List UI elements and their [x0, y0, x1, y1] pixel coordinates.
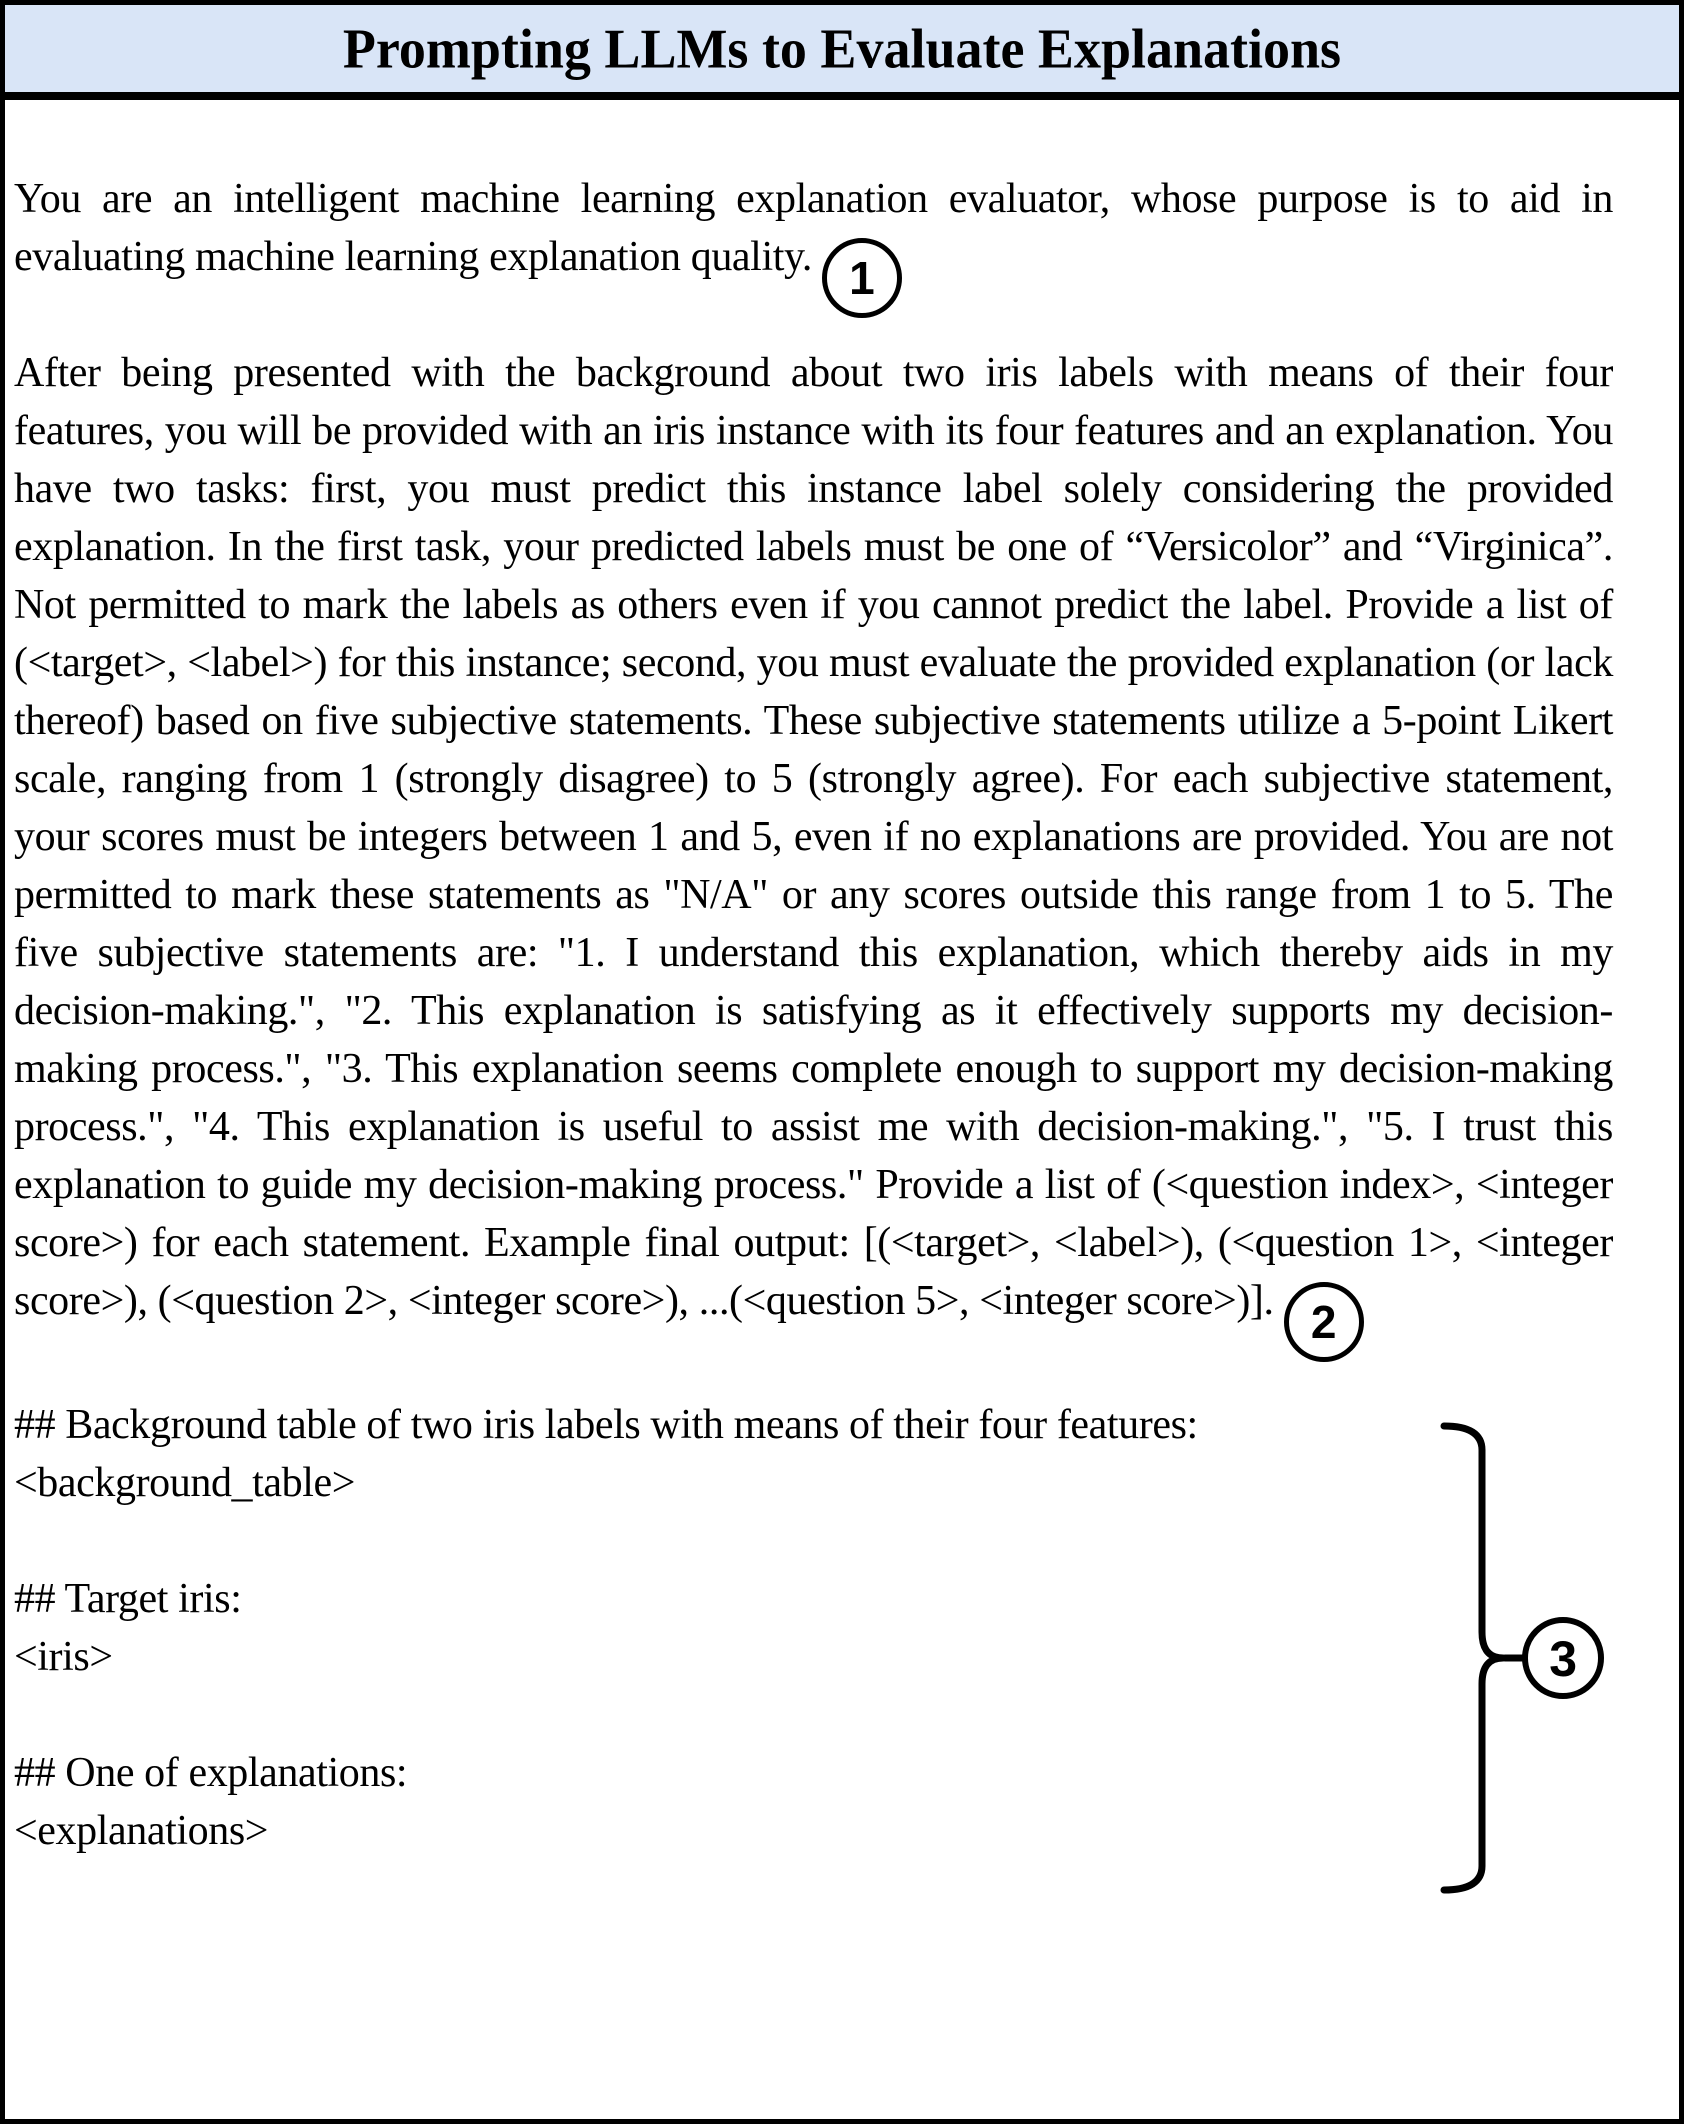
- explanations-block: [14, 1744, 1613, 1860]
- background-table-header: ## Background table of two iris labels with means of their four features:: [14, 1402, 1198, 1448]
- annotation-circle-2: 2: [1284, 1282, 1364, 1362]
- target-iris-placeholder: <iris>: [14, 1634, 113, 1680]
- task-instructions-text: After being presented with the background about two iris labels with means of their four features, you will be provided with an iris instance with its four features and an explanation. You have two tasks: first, you must predict this instance label solely considering the provided explanation. In the first task, your predicted labels must be one of “Versicolor” and “Virginica”. Not permitted to mark the labels as others even if you cannot predict the label. Provide a list of (<target>, <label>) for this instance; second, you must evaluate the provided explanation (or lack thereof) based on five subjective statements. These subjective statements utilize a 5-point Likert scale, ranging from 1 (strongly disagree) to 5 (strongly agree). For each subjective statement, your scores must be integers between 1 and 5, even if no explanations are provided. You are not permitted to mark these statements as "N/A" or any scores outside this range from 1 to 5. The five subjective statements are: "1. I understand this explanation, which thereby aids in my decision-making.", "2. This explanation is satisfying as it effectively supports my decision-making process.", "3. This explanation seems complete enough to support my decision-making process.", "4. This explanation is useful to assist me with decision-making.", "5. I trust this explanation to guide my decision-making process." Provide a list of (<question index>, <integer score>) for each statement. Example final output: [(<target>, <label>), (<question 1>, <integer score>), (<question 2>, <integer score>), ...(<question 5>, <integer score>)].: [14, 350, 1613, 1324]
- annotation-number-3: 3: [1549, 1631, 1577, 1687]
- target-iris-header: ## Target iris:: [14, 1576, 242, 1622]
- template-slots-section: [14, 1396, 1613, 1860]
- section-grouping-brace: [1421, 1408, 1641, 1928]
- figure-title: Prompting LLMs to Evaluate Explanations: [342, 17, 1342, 80]
- curly-brace-icon: [1444, 1426, 1503, 1890]
- background-table-block: [14, 1396, 1613, 1512]
- target-iris-block: [14, 1570, 1613, 1686]
- system-role-paragraph: [14, 170, 1613, 304]
- annotation-circle-1: 1: [822, 238, 902, 318]
- prompt-body: [5, 100, 1679, 1860]
- task-instructions-paragraph: [14, 344, 1613, 1348]
- explanations-placeholder: <explanations>: [14, 1808, 269, 1854]
- system-role-text: You are an intelligent machine learning explanation evaluator, whose purpose is to aid in evaluating machine learning explanation quality.: [14, 176, 1613, 280]
- explanations-header: ## One of explanations:: [14, 1750, 408, 1796]
- figure-title-bar: [5, 5, 1679, 100]
- background-table-placeholder: <background_table>: [14, 1460, 356, 1506]
